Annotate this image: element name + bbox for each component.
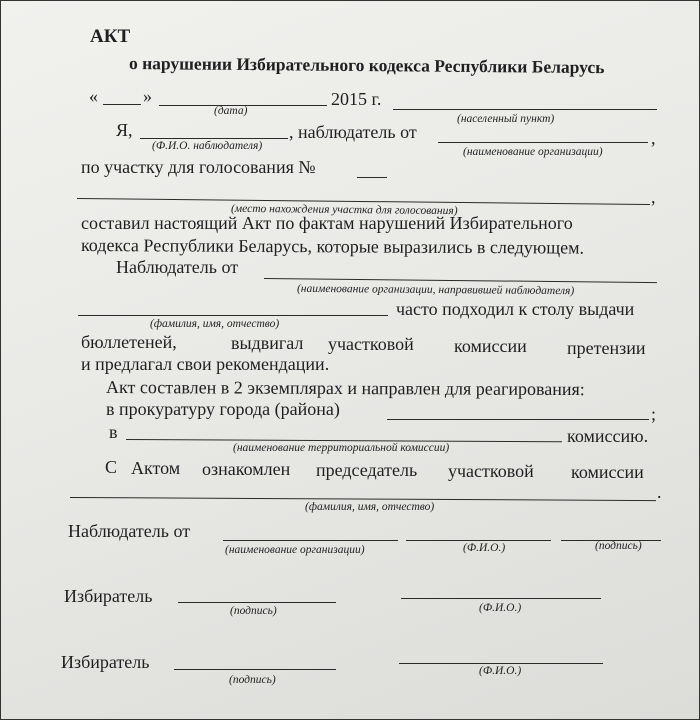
period: . — [657, 482, 662, 502]
sig-caption-sign: (подпись) — [595, 540, 642, 552]
document-title: АКТ — [90, 26, 131, 47]
p4-word-3: ознакомлен — [202, 459, 291, 479]
p2-line3: и предлагал свои рекомендации. — [81, 354, 330, 374]
caption-org-sent: (наименование организации, направившей наблюдателя) — [296, 282, 575, 298]
day-line — [103, 104, 141, 105]
p2-word-5: претензии — [567, 338, 646, 358]
p4-word-4: председатель — [316, 460, 418, 480]
p4-word-5: участковой — [448, 461, 534, 481]
p3-commission: комиссию. — [567, 426, 649, 446]
close-quote: » — [143, 86, 152, 106]
p1-line2: кодекса Республики Беларусь, которые выразились в следующем. — [80, 235, 585, 258]
observer-from-text: , наблюдатель от — [289, 122, 417, 142]
sig-fio-line — [406, 540, 551, 541]
fullname-line — [78, 315, 388, 316]
caption-observer-org: (наименование организации) — [463, 146, 603, 158]
p3-v: в — [109, 422, 118, 442]
p2-start: Наблюдатель от — [116, 257, 239, 277]
p2-word-2: выдвигал — [231, 333, 304, 353]
voter2-fio-line — [399, 663, 603, 664]
p1-line1: составил настоящий Акт по фактам нарушений Избирательного — [81, 213, 573, 233]
caption-date: (дата) — [214, 105, 248, 117]
caption-place: (населенный пункт) — [457, 113, 555, 125]
caption-territorial: (наименование территориальной комиссии) — [233, 442, 450, 454]
place-line — [393, 109, 657, 110]
precinct-number-line — [357, 177, 387, 178]
p4-word-6: комиссии — [571, 462, 644, 482]
prosecutor-line — [387, 419, 649, 420]
document-subtitle: о нарушении Избирательного кодекса Республики Беларусь — [128, 53, 605, 78]
p2-often: часто подходил к столу выдачи — [396, 299, 635, 319]
voter1-caption-fio: (Ф.И.О.) — [479, 602, 522, 614]
p4-word-2: Актом — [131, 458, 181, 478]
caption-precinct-location: (место нахождения участка для голосования) — [230, 202, 458, 218]
observer-comma: , — [651, 128, 656, 148]
year-text: 2015 г. — [331, 89, 382, 109]
voter2-caption-sign: (подпись) — [229, 674, 276, 686]
observer-org-line — [438, 142, 648, 143]
p3-line1: Акт составлен в 2 экземплярах и направлен для реагирования: — [105, 377, 585, 400]
p3-line2: в прокуратуру города (района) — [106, 399, 340, 419]
voter2-sign-line — [174, 669, 336, 670]
voter1-caption-sign: (подпись) — [230, 605, 277, 617]
sig-observer-from: Наблюдатель от — [68, 521, 191, 541]
caption-fullname: (фамилия, имя, отчество) — [150, 318, 280, 330]
p4-word-1: С — [105, 457, 118, 477]
voter1-sign-line — [178, 602, 336, 603]
precinct-text: по участку для голосования № — [81, 157, 316, 177]
p2-word-3: участковой — [328, 334, 414, 354]
voter1-label: Избиратель — [64, 586, 153, 606]
semicolon: ; — [651, 404, 657, 424]
precinct-comma: , — [651, 187, 656, 207]
p2-word-1: бюллетеней, — [81, 332, 177, 352]
voter2-label: Избиратель — [61, 652, 150, 672]
voter1-fio-line — [401, 598, 601, 599]
sig-org-line — [223, 540, 398, 541]
voter2-caption-fio: (Ф.И.О.) — [479, 665, 522, 677]
sig-caption-fio: (Ф.И.О.) — [463, 542, 506, 554]
open-quote: « — [89, 86, 98, 106]
observer-name-line — [140, 138, 288, 139]
ya-text: Я, — [116, 120, 133, 140]
sig-caption-org: (наименование организации) — [225, 544, 365, 556]
p2-word-4: комиссии — [454, 336, 527, 356]
caption-fullname-2: (фамилия, имя, отчество) — [305, 501, 435, 513]
caption-observer-fio: (Ф.И.О. наблюдателя) — [152, 140, 263, 152]
